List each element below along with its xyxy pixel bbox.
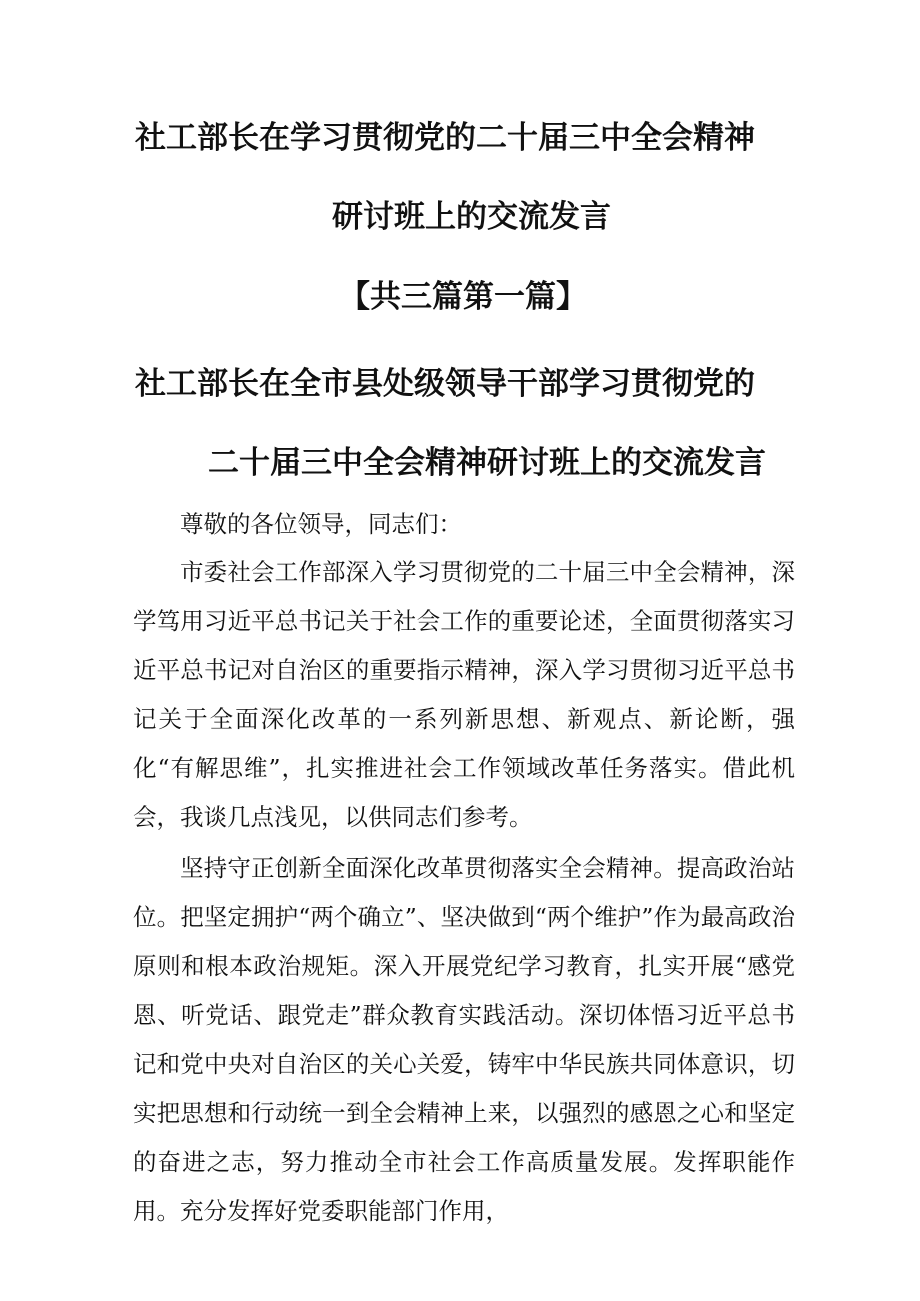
body-paragraph-2: 坚持守正创新全面深化改革贯彻落实全会精神。提高政治站位。把坚定拥护“两个确立”、坚决做到“两个维护”作为最高政治原则和根本政治规矩。深入开展党纪学习教育，扎实开展“感党恩、听党话、跟党走”群众教育实践活动。深切体悟习近平总书记和党中央对自治区的关心关爱，铸牢中华民族共同体意识，切实把思想和行动统一到全会精神上来，以强烈的感恩之心和坚定的奋进之志，努力推动全市社会工作高质量发展。发挥职能作用。充分发挥好党委职能部门作用， <box>133 854 795 1225</box>
document-title-line-2: 研讨班上的交流发言 <box>332 199 611 235</box>
document-part-label: 【共三篇第一篇】 <box>339 279 587 315</box>
document-title-line-1: 社工部长在学习贯彻党的二十届三中全会精神 <box>135 120 755 156</box>
speech-title-line-2: 二十届三中全会精神研讨班上的交流发言 <box>208 445 766 481</box>
speech-title-line-1: 社工部长在全市县处级领导干部学习贯彻党的 <box>135 366 755 402</box>
body-paragraph-1: 市委社会工作部深入学习贯彻党的二十届三中全会精神，深学笃用习近平总书记关于社会工作的重要论述，全面贯彻落实习近平总书记对自治区的重要指示精神，深入学习贯彻习近平总书记关于全面深化改革的一系列新思想、新观点、新论断，强化“有解思维”，扎实推进社会工作领域改革任务落实。借此机会，我谈几点浅见，以供同志们参考。 <box>133 558 795 831</box>
salutation: 尊敬的各位领导，同志们： <box>180 510 462 538</box>
